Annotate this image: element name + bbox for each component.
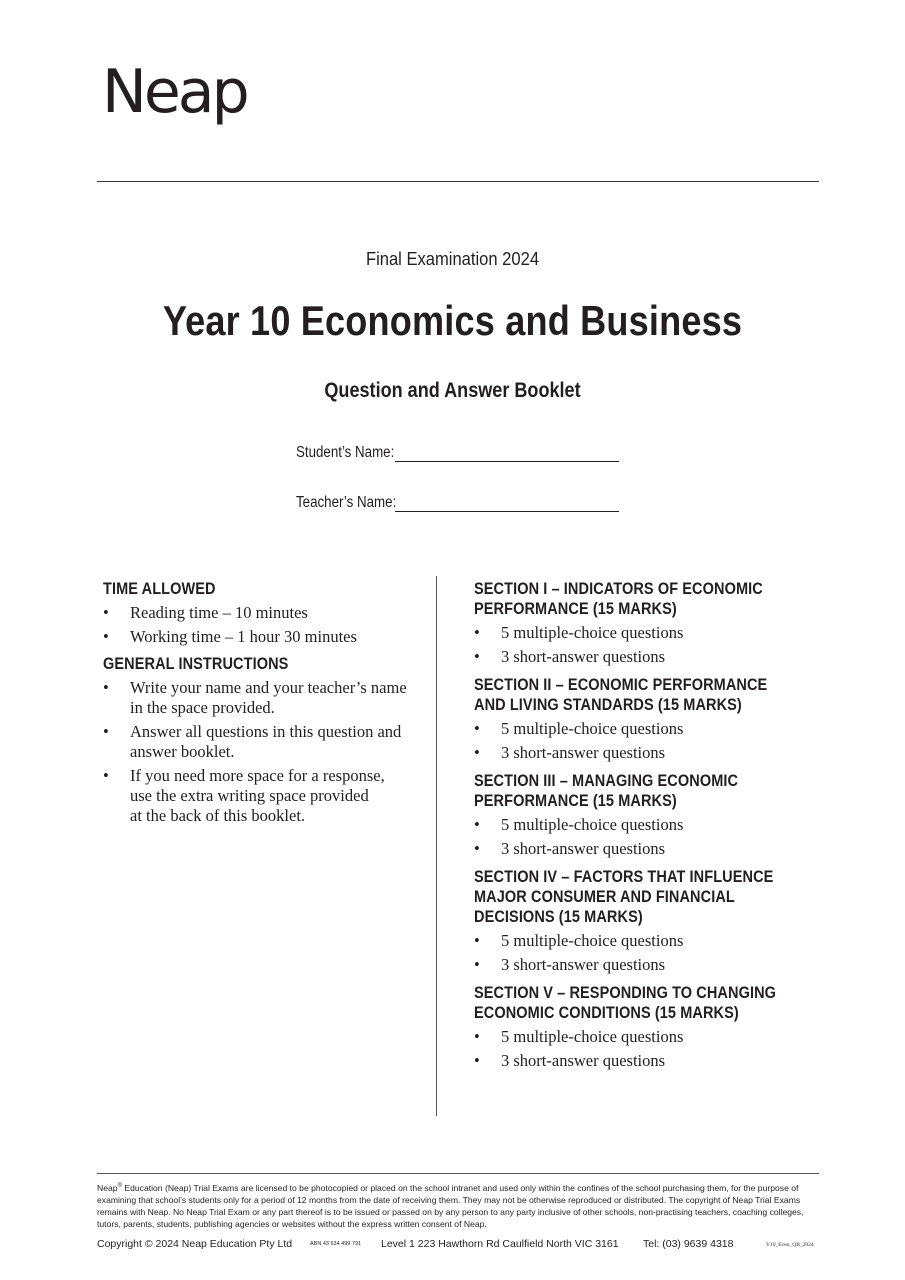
neap-logo: Neap [102,57,247,127]
list-item: • Working time – 1 hour 30 minutes [103,627,357,646]
instructions-column [103,579,423,826]
section-heading: SECTION I – INDICATORS OF ECONOMIC PERFORMANCE (15 MARKS) [474,580,763,618]
general-instructions-heading: GENERAL INSTRUCTIONS [103,655,289,673]
list-item: • Reading time – 10 minutes [103,603,308,622]
column-divider [436,576,437,1116]
section-heading: SECTION IV – FACTORS THAT INFLUENCE MAJOR CONSUMER AND FINANCIAL DECISIONS (15 MARKS) [474,868,774,926]
page-subtitle: Question and Answer Booklet [324,379,581,402]
bullet: • [474,931,480,950]
list-item: • 3 short-answer questions [474,647,666,666]
list-item: • 5 multiple-choice questions [474,623,684,642]
student-name-row [296,438,619,462]
sections-column [474,579,834,1079]
bullet: • [474,839,480,858]
bullet: • [474,955,480,974]
student-name-label: Student’s Name: [296,444,395,461]
list-item: • 5 multiple-choice questions [474,719,684,738]
bullet: • [103,766,109,785]
page-title: Year 10 Economics and Business [162,297,743,344]
student-name-field[interactable] [395,443,619,462]
section-3 [474,771,834,859]
bullet: • [103,722,109,741]
list-item: • 5 multiple-choice questions [474,1027,684,1046]
bullet: • [103,678,109,697]
section-heading: SECTION II – ECONOMIC PERFORMANCE AND LIVING STANDARDS (15 MARKS) [474,676,768,714]
bullet: • [474,647,480,666]
section-1 [474,579,834,667]
footer-address: Level 1 223 Hawthorn Rd Caulfield North VIC 3161 [381,1238,619,1250]
bullet: • [103,603,109,622]
footer-divider [97,1173,819,1174]
time-allowed-heading: TIME ALLOWED [103,580,216,598]
time-allowed-list [103,603,423,647]
exam-label: Final Examination 2024 [365,249,540,269]
footer-copyright: Copyright © 2024 Neap Education Pty Ltd [97,1238,293,1250]
footer-abn: ABN 43 634 499 791 [310,1241,362,1247]
bullet: • [474,1027,480,1046]
list-item: • 5 multiple-choice questions [474,931,684,950]
list-item: • 3 short-answer questions [474,1051,666,1070]
list-item: • If you need more space for a response, use the extra writing space provided at the back of this booklet. [103,766,385,825]
section-heading: SECTION III – MANAGING ECONOMIC PERFORMANCE (15 MARKS) [474,772,739,810]
section-5 [474,983,834,1071]
list-item: • Answer all questions in this question and answer booklet. [103,722,402,761]
list-item: • Write your name and your teacher’s name in the space provided. [103,678,407,717]
bullet: • [474,719,480,738]
bullet: • [474,815,480,834]
section-list [474,931,834,975]
bullet: • [474,623,480,642]
bullet: • [474,743,480,762]
bullet: • [103,627,109,646]
list-item: • 3 short-answer questions [474,955,666,974]
bullet: • [474,1051,480,1070]
section-4 [474,867,834,975]
section-heading: SECTION V – RESPONDING TO CHANGING ECONOMIC CONDITIONS (15 MARKS) [474,984,777,1022]
teacher-name-label: Teacher’s Name: [296,494,397,511]
section-list [474,623,834,667]
teacher-name-field[interactable] [395,493,619,512]
footer-contact [97,1238,819,1252]
section-2 [474,675,834,763]
section-list [474,815,834,859]
list-item: • 3 short-answer questions [474,743,666,762]
header-divider [97,181,819,182]
teacher-name-row [296,488,619,512]
footer-legal-notice: Neap® Education (Neap) Trial Exams are licensed to be photocopied or placed on the school intranet and used only within the confines of the school purchasing them, for the purpose of examining that school’s students only for a period of 12 months from the date of receiving them. They may not be otherwise reproduced or distributed. The copyright of Neap Trial Exams remains with Neap. No Neap Trial Exam or any part thereof is to be issued or passed on by any person to any party inclusive of other schools, non-practising teachers, coaching colleges, tutors, parents, students, publishing agencies or websites without the express written consent of Neap. [97,1182,804,1229]
section-list [474,719,834,763]
footer-phone: Tel: (03) 9639 4318 [643,1238,734,1250]
footer-code: Y10_Econ_QB_2024 [766,1242,814,1248]
list-item: • 3 short-answer questions [474,839,666,858]
general-instructions-list [103,678,423,826]
section-list [474,1027,834,1071]
list-item: • 5 multiple-choice questions [474,815,684,834]
